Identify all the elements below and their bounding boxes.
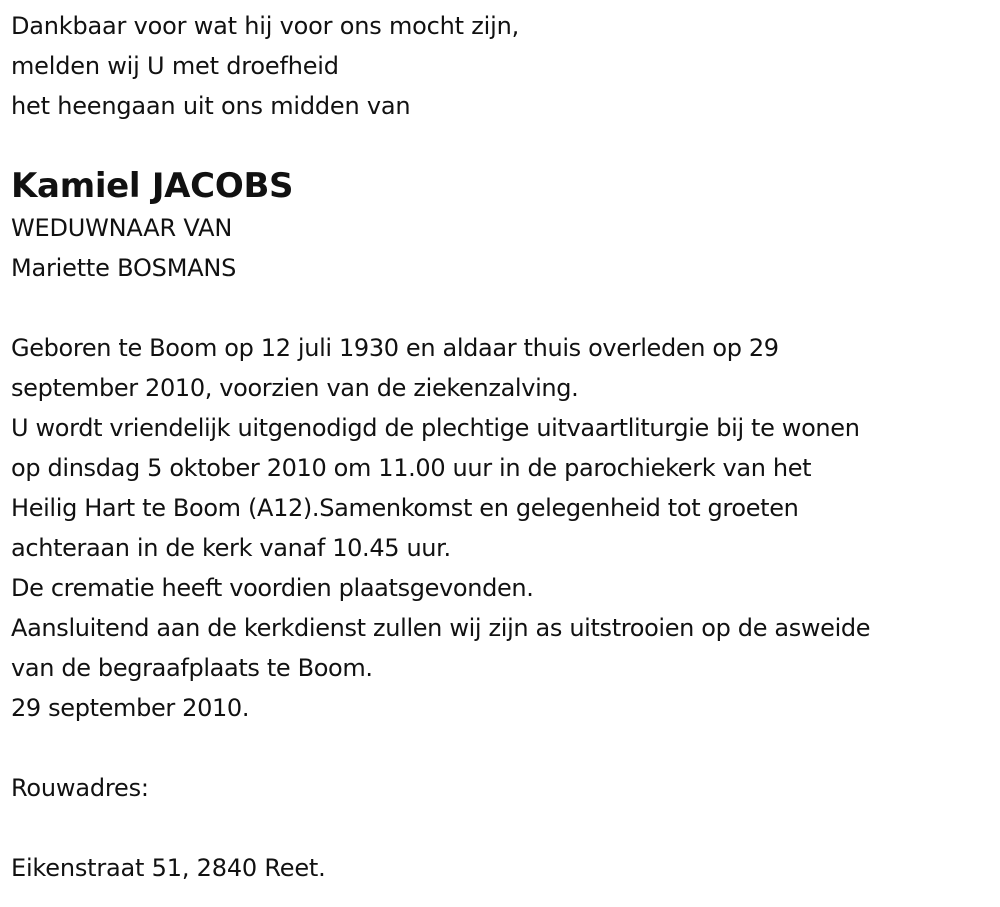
intro-line: het heengaan uit ons midden van [11,92,411,120]
detail-line: achteraan in de kerk vanaf 10.45 uur. [11,534,451,562]
detail-line: Aansluitend aan de kerkdienst zullen wij zijn as uitstrooien op de asweide [11,614,871,642]
spacer [11,808,996,848]
intro-text [11,6,996,126]
detail-line: op dinsdag 5 oktober 2010 om 11.00 uur in de parochiekerk van het [11,454,812,482]
detail-line: van de begraafplaats te Boom. [11,654,373,682]
spacer [11,288,996,328]
obituary-notice [11,6,996,888]
address-value: Eikenstraat 51, 2840 Reet. [11,854,326,882]
detail-line: 29 september 2010. [11,694,250,722]
detail-line: september 2010, voorzien van de ziekenzalving. [11,374,579,402]
detail-line: De crematie heeft voordien plaatsgevonden. [11,574,534,602]
spacer [11,728,996,768]
details-text [11,328,996,728]
deceased-name: Kamiel JACOBS [11,166,294,206]
detail-line: Heilig Hart te Boom (A12).Samenkomst en gelegenheid tot groeten [11,494,799,522]
address-label: Rouwadres: [11,774,149,802]
intro-line: melden wij U met droefheid [11,52,339,80]
detail-line: U wordt vriendelijk uitgenodigd de plechtige uitvaartliturgie bij te wonen [11,414,860,442]
intro-line: Dankbaar voor wat hij voor ons mocht zijn, [11,12,520,40]
detail-line: Geboren te Boom op 12 juli 1930 en aldaar thuis overleden op 29 [11,334,779,362]
spouse-name: Mariette BOSMANS [11,254,237,282]
relation-label: WEDUWNAAR VAN [11,214,233,242]
